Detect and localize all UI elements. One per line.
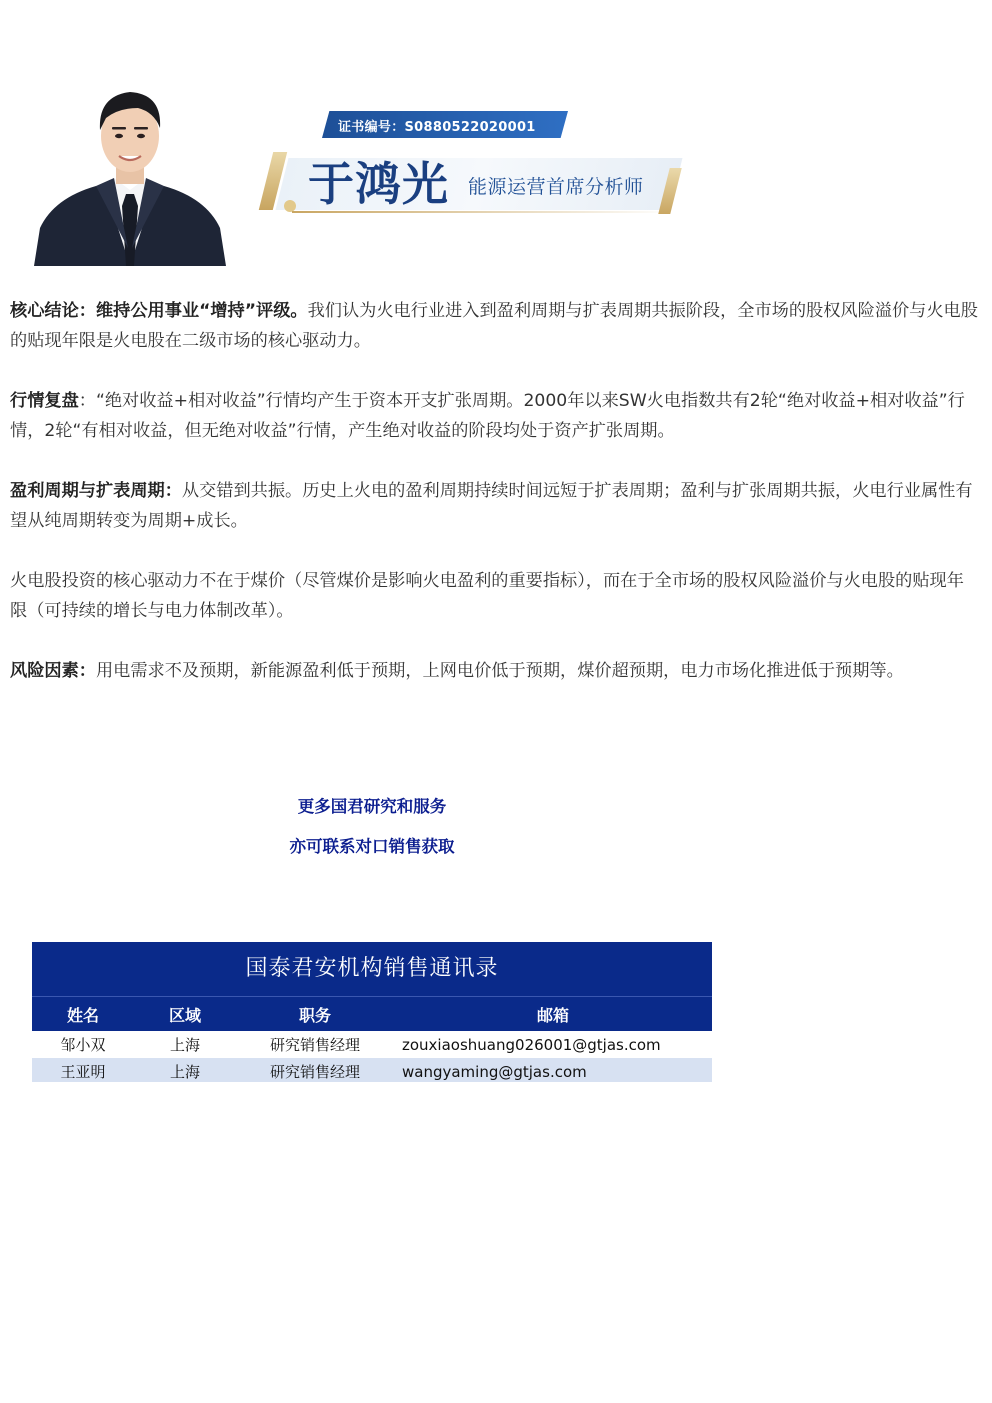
cell-email: zouxiaoshuang026001@gtjas.com (394, 1031, 712, 1058)
paragraph-heading: 核心结论：维持公用事业“增持”评级。 (10, 301, 308, 321)
analyst-title: 能源运营首席分析师 (468, 176, 644, 198)
more-services-line-1: 更多国君研究和服务 (297, 797, 447, 816)
analyst-name-banner (262, 148, 686, 214)
sales-directory-table (32, 996, 712, 1082)
paragraph-heading: 盈利周期与扩表周期： (10, 481, 182, 501)
paragraph-heading: 行情复盘 (10, 391, 79, 411)
column-header-position: 职务 (236, 997, 394, 1032)
cell-region: 上海 (134, 1058, 236, 1082)
certificate-tag (322, 111, 568, 138)
paragraph-cycles (10, 476, 978, 536)
cell-name: 王亚明 (32, 1058, 134, 1082)
column-header-name: 姓名 (32, 997, 134, 1032)
paragraph-body: ：“绝对收益+相对收益”行情均产生于资本开支扩张周期。2000年以来SW火电指数共有2轮“绝对收益+相对收益”行情，2轮“有相对收益，但无绝对收益”行情，产生绝对收益的阶段均处于资产扩张周期。 (10, 391, 965, 441)
more-services-line-2: 亦可联系对口销售获取 (289, 837, 455, 856)
paragraph-body: 火电股投资的核心驱动力不在于煤价（尽管煤价是影响火电盈利的重要指标），而在于全市场的股权风险溢价与火电股的贴现年限（可持续的增长与电力体制改革）。 (10, 571, 964, 621)
paragraph-core-driver (10, 566, 978, 626)
table-row (32, 1058, 712, 1082)
certificate-number: 证书编号：S0880522020001 (338, 120, 536, 135)
paragraph-core-conclusion (10, 296, 978, 356)
table-row (32, 1031, 712, 1058)
column-header-email: 邮箱 (394, 997, 712, 1032)
paragraph-body: 从交错到共振。历史上火电的盈利周期持续时间远短于扩表周期；盈利与扩张周期共振，火电行业属性有望从纯周期转变为周期+成长。 (10, 481, 973, 531)
table-header-row (32, 997, 712, 1032)
analyst-photo (34, 78, 226, 266)
paragraph-risk-factors (10, 656, 978, 686)
column-header-region: 区域 (134, 997, 236, 1032)
cell-email: wangyaming@gtjas.com (394, 1058, 712, 1082)
paragraph-market-review (10, 386, 978, 446)
sales-directory (32, 942, 712, 1082)
cell-region: 上海 (134, 1031, 236, 1058)
paragraph-body: 我们认为火电行业进入到盈利周期与扩表周期共振阶段，全市场的股权风险溢价与火电股的贴现年限是火电股在二级市场的核心驱动力。 (10, 301, 978, 351)
analyst-name: 于鸿光 (308, 157, 449, 211)
cell-name: 邹小双 (32, 1031, 134, 1058)
cell-position: 研究销售经理 (236, 1031, 394, 1058)
sales-directory-title: 国泰君安机构销售通讯录 (32, 942, 712, 996)
paragraph-heading: 风险因素： (10, 661, 96, 681)
paragraph-body: 用电需求不及预期，新能源盈利低于预期，上网电价低于预期，煤价超预期，电力市场化推进低于预期等。 (95, 661, 904, 681)
cell-position: 研究销售经理 (236, 1058, 394, 1082)
